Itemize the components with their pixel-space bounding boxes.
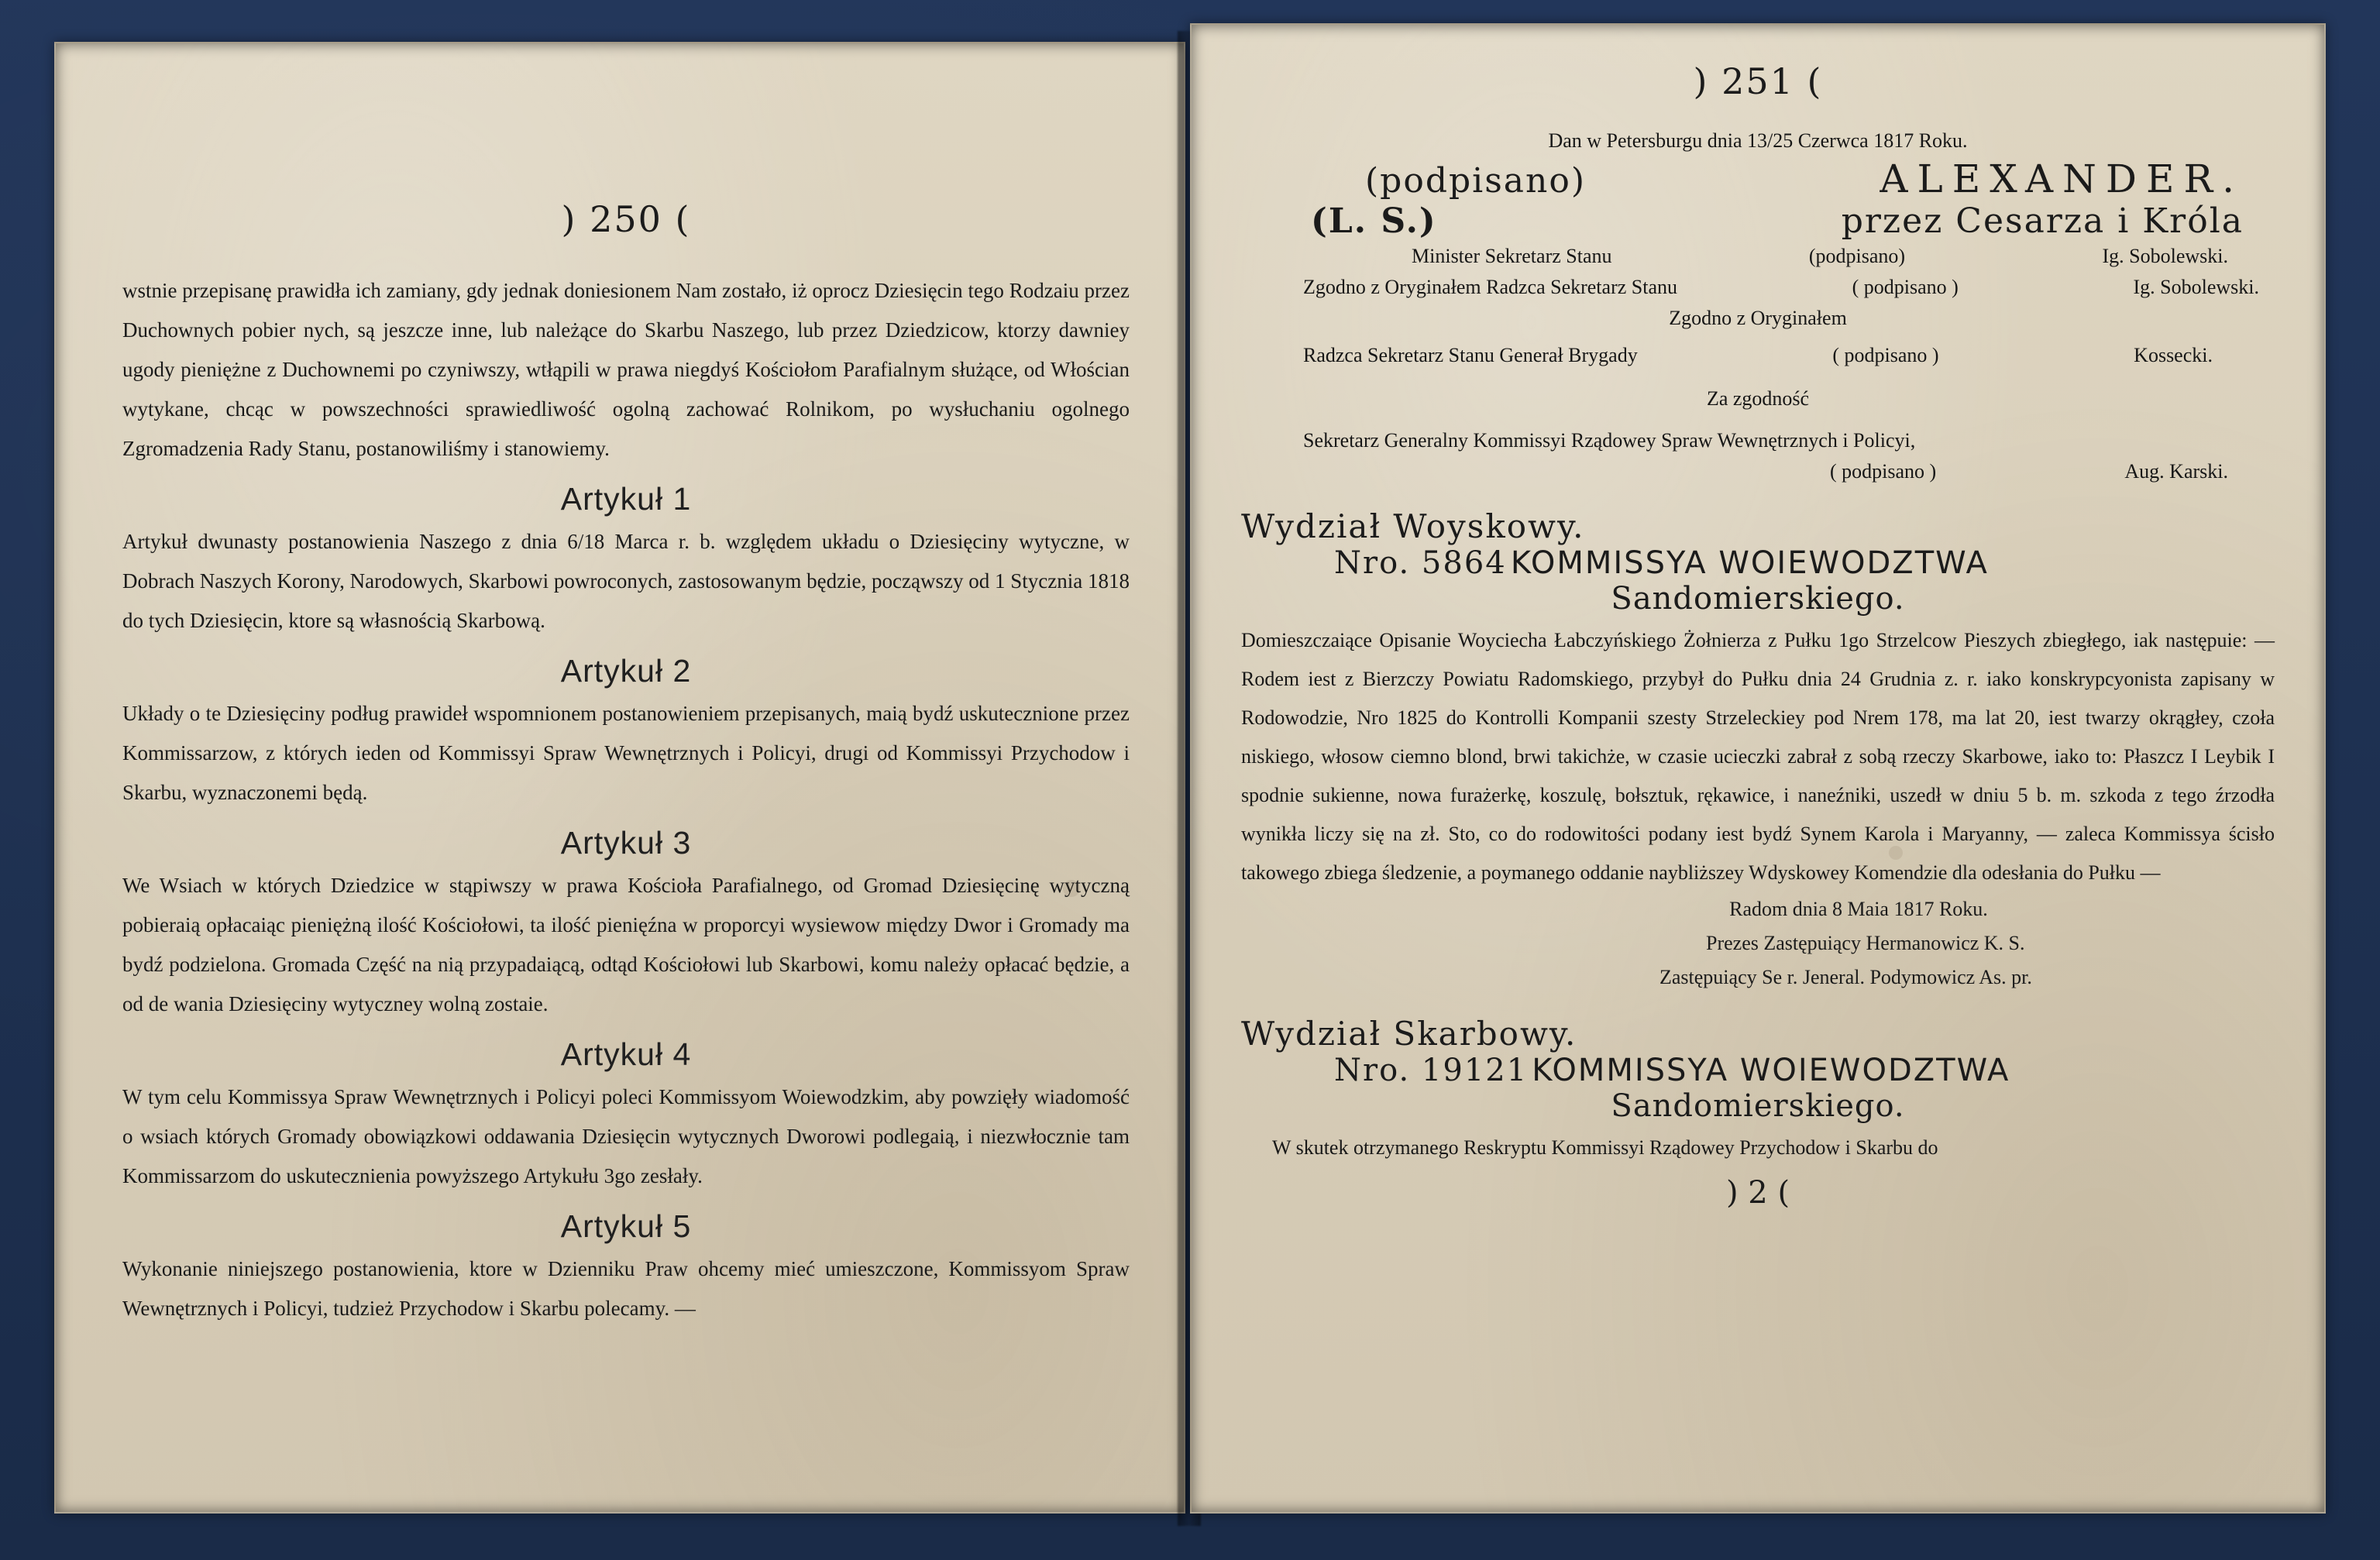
signed-label: (podpisano): [1808, 245, 1906, 267]
general-title: Radzca Sekretarz Stanu Generał Brygady: [1303, 344, 1638, 366]
article-text: Artykuł dwunasty postanowienia Naszego z dnia 6/18 Marca r. b. względem układu o Dziesięciny wytyczne, w Dobrach Naszych Korony, Narodowych, Skarbowi powroconych, zastosowanym będzie, począwszy od 1 Stycznia 1818 do tych Dziesięcin, ktore są własnością Skarbową.: [122, 530, 1130, 632]
article-text: W tym celu Kommissya Spraw Wewnętrznych i Policyi poleci Kommissyom Woiewodzkim, aby powzięły wiadomość o wsiach których Gromady obowiązkowi oddawania Dziesięcin wytycznych Dworowi podlegaią, i niezwłocznie tam Kommissarzom do uskutecznienia powyższego Artykułu 3go zesłały.: [122, 1085, 1130, 1187]
conformity-name: Ig. Sobolewski.: [2133, 276, 2259, 298]
by-emperor: przez Cesarza i Króla: [1841, 201, 2244, 241]
notice-body: W skutek otrzymanego Reskryptu Kommissyi Rządowey Przychodow i Skarbu do: [1272, 1136, 1938, 1159]
signed-label: ( podpisano ): [1852, 276, 1959, 298]
article-heading: Artykuł 2: [560, 653, 692, 689]
article-heading: Artykuł 5: [560, 1208, 692, 1244]
document-number: Nro. 5864: [1334, 545, 1507, 581]
conformity-note: Zgodno z Oryginałem: [1669, 307, 1847, 329]
conformity-heading: Za zgodność: [1706, 387, 1810, 410]
commission-title: KOMMISSYA WOIEWODZTWA: [1510, 545, 1989, 581]
monarch-name: ALEXANDER.: [1880, 156, 2244, 201]
department-label: Wydział Skarbowy.: [1241, 1015, 1577, 1053]
signed-label: (podpisano): [1365, 161, 1587, 201]
signature-line: Prezes Zastępuiący Hermanowicz K. S.: [1706, 932, 2025, 954]
section-header-military: [1241, 507, 2275, 617]
secretary-title: Sekretarz Generalny Kommissyi Rządowey Spraw Wewnętrznych i Policyi,: [1303, 429, 1916, 452]
signed-label: ( podpisano ): [1830, 460, 1937, 483]
intro-paragraph: wstnie przepisanę prawidła ich zamiany, gdy jednak doniesionem Nam zostało, iż oprocz Dziesięcin tego Rodzaiu przez Duchownych pobier nych, są jeszcze inne, lub należące do Skarbu Naszego, lub przez Dziedzicow, ktorzy dawniey ugody pieniężne z Duchownemi po czyniwszy, wtłąpili w prawa niegdyś Kościołom Parafialnym służące, od Włościan wytykane, chcąc w powszechności sprawiedliwość ogolną zachować Rolnikom, po wysłuchaniu ogolnego Zgromadzenia Rady Stanu, postanowiliśmy i stanowiemy.: [122, 279, 1130, 460]
article-text: We Wsiach w których Dziedzice w stąpiwszy w prawa Kościoła Parafialnego, od Gromad Dziesięcinę wytyczną pobieraią opłacaiąc pieniężną ilość Kościołowi, ta ilość pienięźna w proporcyi wysiewow między Dwor i Gromady ma bydź podzielona. Gromada Część na nią przypadaiącą, odtąd Kościołowi lub Skarbowi, komu należy opłacać będzie, a od de wania Dziesięciny wytyczney wolną zostaie.: [122, 874, 1130, 1015]
article-heading: Artykuł 4: [560, 1036, 692, 1072]
section-header-treasury: [1241, 1015, 2275, 1124]
signed-label: ( podpisano ): [1832, 344, 1939, 366]
seal-mark: (L. S.): [1311, 201, 1437, 241]
given-line: Dan w Petersburgu dnia 13/25 Czerwca 1817 Roku.: [1548, 129, 1968, 152]
general-name: Kossecki.: [2134, 344, 2213, 366]
minister-title: Minister Sekretarz Stanu: [1412, 245, 1612, 267]
minister-name: Ig. Sobolewski.: [2102, 245, 2228, 267]
commission-subtitle: Sandomierskiego.: [1611, 1088, 1905, 1124]
secretary-name: Aug. Karski.: [2124, 460, 2228, 483]
commission-subtitle: Sandomierskiego.: [1611, 581, 1905, 617]
catchword: ) 2 (: [1725, 1175, 1790, 1211]
article-text: Układy o te Dziesięciny podług prawideł wspomnionem postanowieniem przepisanych, maią bydź uskutecznione przez Kommissarzow, z których ieden od Kommissyi Spraw Wewnętrznych i Policyi, drugi od Kommissyi Przychodow i Skarbu, wyznaczonemi będą.: [122, 702, 1130, 804]
conformity-title: Zgodno z Oryginałem Radzca Sekretarz Stanu: [1303, 276, 1677, 298]
signature-line: Zastępuiący Se r. Jeneral. Podymowicz As. pr.: [1659, 966, 2032, 988]
notice-body: Domieszczaiące Opisanie Woyciecha Łabczyńskiego Żołnierza z Pułku 1go Strzelcow Pieszych zbiegłego, iak następuie: — Rodem iest z Bierzczy Powiatu Radomskiego, przybył do Pułku dnia 24 Grudnia z. r. iako konskrypcyonista zapisany w Rodowodzie, Nro 1825 do Kontrolli Kompanii szesty Strzeleckiey pod Nrem 178, ma lat 20, iest twarzy okrągłey, czoła niskiego, włosow ciemno blond, brwi takichże, w czasie ucieczki zabrał z sobą rzeczy Skarbowe, iako to: Płaszcz I Leybik I spodnie sukienne, nowa furażerkę, koszulę, bołsztuk, rękawice, i naneźniki, uszedł w dniu 5 b. m. szkoda z tego źrzodła wynikła liczy się na zł. Sto, co do rodowitości podany iest bydź Synem Karola i Maryanny, — zaleca Kommissya ścisło takowego zbiega śledzenie, a poymanego oddanie naybliższey Wdyskowey Komendzie dla odesłania do Pułku —: [1241, 629, 2275, 884]
article-text: Wykonanie niniejszego postanowienia, ktore w Dzienniku Praw ohcemy mieć umieszczone, Kommissyom Spraw Wewnętrznych i Policyi, tudzież Przychodow i Skarbu polecamy. —: [122, 1257, 1130, 1320]
department-label: Wydział Woyskowy.: [1241, 507, 1585, 545]
date-line: Radom dnia 8 Maia 1817 Roku.: [1729, 898, 1988, 920]
commission-title: KOMMISSYA WOIEWODZTWA: [1532, 1053, 2010, 1088]
page-number: ) 251 (: [1693, 60, 1823, 102]
right-page: [1190, 23, 2326, 1514]
page-number: ) 250 (: [561, 198, 691, 240]
left-page: [54, 42, 1185, 1514]
decree-signature-block: [1241, 125, 2275, 487]
document-number: Nro. 19121: [1334, 1053, 1529, 1088]
article-heading: Artykuł 3: [560, 825, 692, 861]
article-heading: Artykuł 1: [560, 481, 692, 517]
